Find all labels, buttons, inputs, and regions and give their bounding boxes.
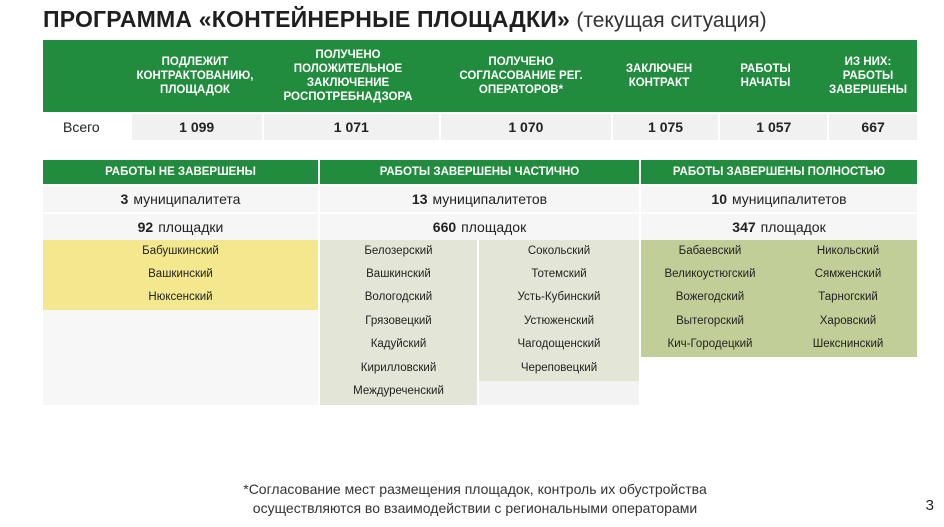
list-item: Вологодский [364, 291, 433, 303]
value-contract: 1 075 [613, 114, 719, 140]
list-item: Белозерский [364, 245, 433, 257]
group2-sites [320, 214, 639, 240]
list-item: Грязовецкий [365, 315, 432, 327]
title-main: ПРОГРАММА «КОНТЕЙНЕРНЫЕ ПЛОЩАДКИ» [43, 6, 570, 32]
group1-muni-count: 3 [120, 191, 129, 207]
group3-muni-count: 10 [711, 191, 727, 207]
value-operators: 1 070 [441, 114, 611, 140]
group1-sites-word: площадки [158, 219, 224, 235]
list-item: Бабушкинский [142, 245, 219, 257]
list-item: Сокольский [527, 245, 591, 257]
list-item: Тотемский [531, 268, 587, 280]
list-item: Сямженский [814, 268, 882, 280]
group-header-not-completed: РАБОТЫ НЕ ЗАВЕРШЕНЫ [43, 160, 318, 184]
list-item: Кирилловский [360, 362, 437, 374]
value-works-completed: 667 [829, 114, 917, 140]
list-item: Шекснинский [812, 338, 884, 350]
list-item: Харовский [819, 315, 877, 327]
group2-sites-word: площадок [461, 219, 527, 235]
header-works-completed: ИЗ НИХ: РАБОТЫ ЗАВЕРШЕНЫ [829, 56, 907, 96]
group2-right-empty-bg [479, 381, 639, 405]
group3-sites [641, 214, 917, 240]
page-number: 3 [925, 497, 934, 514]
list-item: Усть-Кубинский [517, 291, 601, 303]
list-item: Устюженский [523, 315, 595, 327]
header-contract-sites: ПОДЛЕЖИТ КОНТРАКТОВАНИЮ, ПЛОЩАДОК [136, 56, 254, 96]
header-contract: ЗАКЛЮЧЕН КОНТРАКТ [625, 63, 693, 89]
list-item: Вытегорский [676, 315, 744, 327]
group3-sites-count: 347 [732, 219, 756, 235]
group-header-partially-completed: РАБОТЫ ЗАВЕРШЕНЫ ЧАСТИЧНО [320, 160, 639, 184]
group2-muni-word: муниципалитетов [432, 191, 548, 207]
list-item: Кадуйский [370, 338, 427, 350]
group1-sites-count: 92 [137, 219, 154, 235]
stats-header-spacer [43, 40, 130, 112]
list-item: Никольский [816, 245, 880, 257]
group2-sites-count: 660 [432, 219, 457, 235]
list-item: Череповецкий [520, 362, 598, 374]
list-item: Вожегодский [675, 291, 745, 303]
footnote [150, 480, 800, 518]
stats-header [43, 40, 917, 112]
group1-municipalities [43, 186, 318, 212]
group1-empty-bg [43, 310, 318, 405]
group1-sites [43, 214, 318, 240]
group3-municipalities [641, 186, 917, 212]
list-item: Кич-Городецкий [667, 338, 753, 350]
list-item: Тарногский [818, 291, 878, 303]
list-item: Чагодощенский [517, 338, 601, 350]
list-item: Нюксенский [148, 291, 213, 303]
group2-municipalities [320, 186, 639, 212]
group2-muni-count: 13 [411, 191, 428, 207]
list-item: Вашкинский [366, 268, 431, 280]
list-item: Вашкинский [148, 268, 213, 280]
list-item: Великоустюгский [664, 268, 756, 280]
group-header-fully-completed: РАБОТЫ ЗАВЕРШЕНЫ ПОЛНОСТЬЮ [641, 160, 917, 184]
value-rospotrebnadzor: 1 071 [264, 114, 440, 140]
page-title [43, 6, 767, 33]
group1-muni-word: муниципалитета [133, 191, 241, 207]
header-rospotrebnadzor: ПОЛУЧЕНО ПОЛОЖИТЕЛЬНОЕ ЗАКЛЮЧЕНИЕ РОСПОТРЕБНАДЗОРА [283, 49, 413, 103]
group3-muni-word: муниципалитетов [731, 191, 847, 207]
stats-row-total [43, 114, 917, 140]
footnote-line-2: осуществляются во взаимодействии с региональными операторами [252, 500, 698, 516]
value-contract-sites: 1 099 [132, 114, 262, 140]
title-sub: (текущая ситуация) [576, 9, 767, 32]
list-item: Междуреченский [353, 385, 444, 397]
list-item: Бабаевский [678, 245, 742, 257]
footnote-line-1: *Согласование мест размещения площадок, контроль их обустройства [243, 481, 707, 497]
value-works-started: 1 057 [720, 114, 827, 140]
row-label: Всего [43, 114, 130, 140]
header-operators: ПОЛУЧЕНО СОГЛАСОВАНИЕ РЕГ. ОПЕРАТОРОВ* [459, 56, 583, 96]
header-works-started: РАБОТЫ НАЧАТЫ [740, 63, 791, 89]
group3-sites-word: площадок [760, 219, 826, 235]
